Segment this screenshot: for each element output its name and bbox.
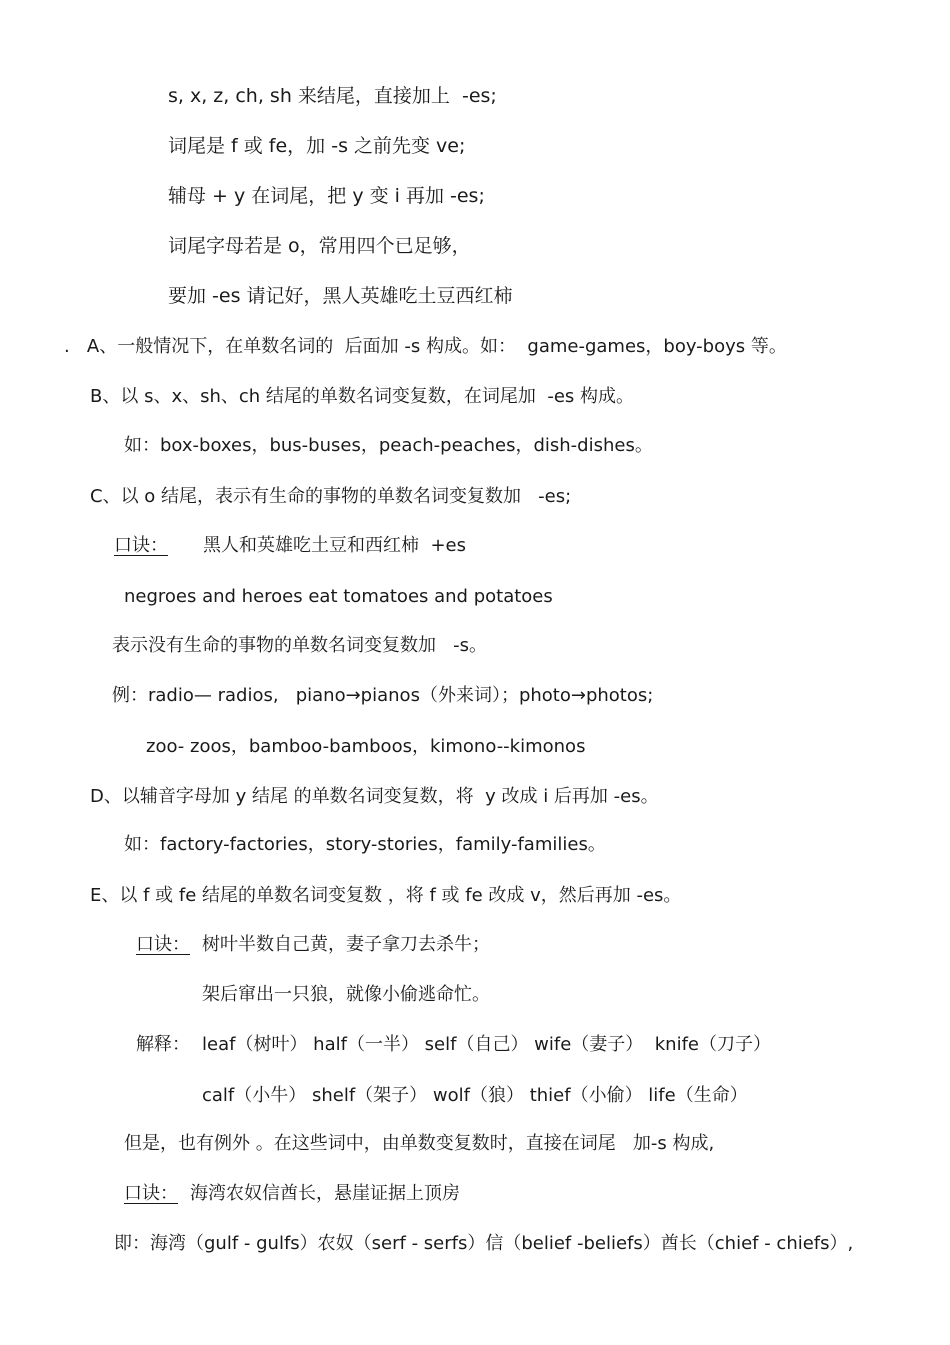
example-c-2: zoo- zoos，bamboo-bamboos，kimono--kimonos [146, 736, 586, 757]
rule-c-nonliving: 表示没有生命的事物的单数名词变复数加 -s。 [112, 635, 488, 656]
explain-label: 解释： [136, 1034, 190, 1055]
rule-d: D、以辅音字母加 y 结尾 的单数名词变复数，将 y 改成 i 后再加 -es。 [90, 786, 659, 807]
rule-line-4: 词尾字母若是 o，常用四个已足够， [168, 235, 471, 257]
rule-line-2: 词尾是 f 或 fe，加 -s 之前先变 ve; [168, 135, 466, 157]
rule-c: C、以 o 结尾，表示有生命的事物的单数名词变复数加 -es; [90, 486, 572, 507]
exception-examples: 即：海湾（gulf - gulfs）农奴（serf - serfs）信（belief -beliefs）酋长（chief - chiefs）, [114, 1233, 854, 1254]
example-b: 如：box-boxes，bus-buses，peach-peaches，dish-dishes。 [124, 435, 653, 456]
mnemonic-text-exception: 海湾农奴信酋长，悬崖证据上顶房 [190, 1183, 460, 1204]
mnemonic-label-c: 口诀： [114, 535, 168, 556]
example-c-1: 例：radio— radios, piano→pianos（外来词）；photo→photos; [112, 685, 654, 706]
rule-b: B、以 s、x、sh、ch 结尾的单数名词变复数，在词尾加 -es 构成。 [90, 386, 635, 407]
mnemonic-label-exception: 口诀： [124, 1183, 178, 1204]
rule-line-3: 辅母 + y 在词尾，把 y 变 i 再加 -es; [168, 185, 485, 207]
rule-line-5: 要加 -es 请记好，黑人英雄吃土豆西红柿 [168, 285, 513, 307]
rule-line-1: s, x, z, ch, sh 来结尾，直接加上 -es; [168, 85, 497, 107]
rule-e: E、以 f 或 fe 结尾的单数名词变复数 ，将 f 或 fe 改成 v，然后再加 -es。 [90, 885, 682, 906]
explain-words-2: calf（小牛） shelf（架子） wolf（狼） thief（小偷） life（生命） [202, 1085, 748, 1106]
mnemonic-text-e-1: 树叶半数自己黄，妻子拿刀去杀牛； [202, 934, 490, 955]
mnemonic-text-e-2: 架后窜出一只狼，就像小偷逃命忙。 [202, 984, 490, 1005]
english-sentence: negroes and heroes eat tomatoes and potatoes [124, 586, 553, 607]
mnemonic-label-e: 口诀： [136, 934, 190, 955]
exception-intro: 但是，也有例外 。在这些词中，由单数变复数时，直接在词尾 加-s 构成, [124, 1133, 715, 1154]
example-d: 如：factory-factories，story-stories，family-families。 [124, 834, 606, 855]
mnemonic-text-c: 黑人和英雄吃土豆和西红柿 +es [203, 535, 466, 556]
explain-words-1: leaf（树叶） half（一半） self（自己） wife（妻子） knife（刀子） [202, 1034, 771, 1055]
rule-a: . A、一般情况下，在单数名词的 后面加 -s 构成。如： game-games，boy-boys 等。 [64, 336, 787, 357]
